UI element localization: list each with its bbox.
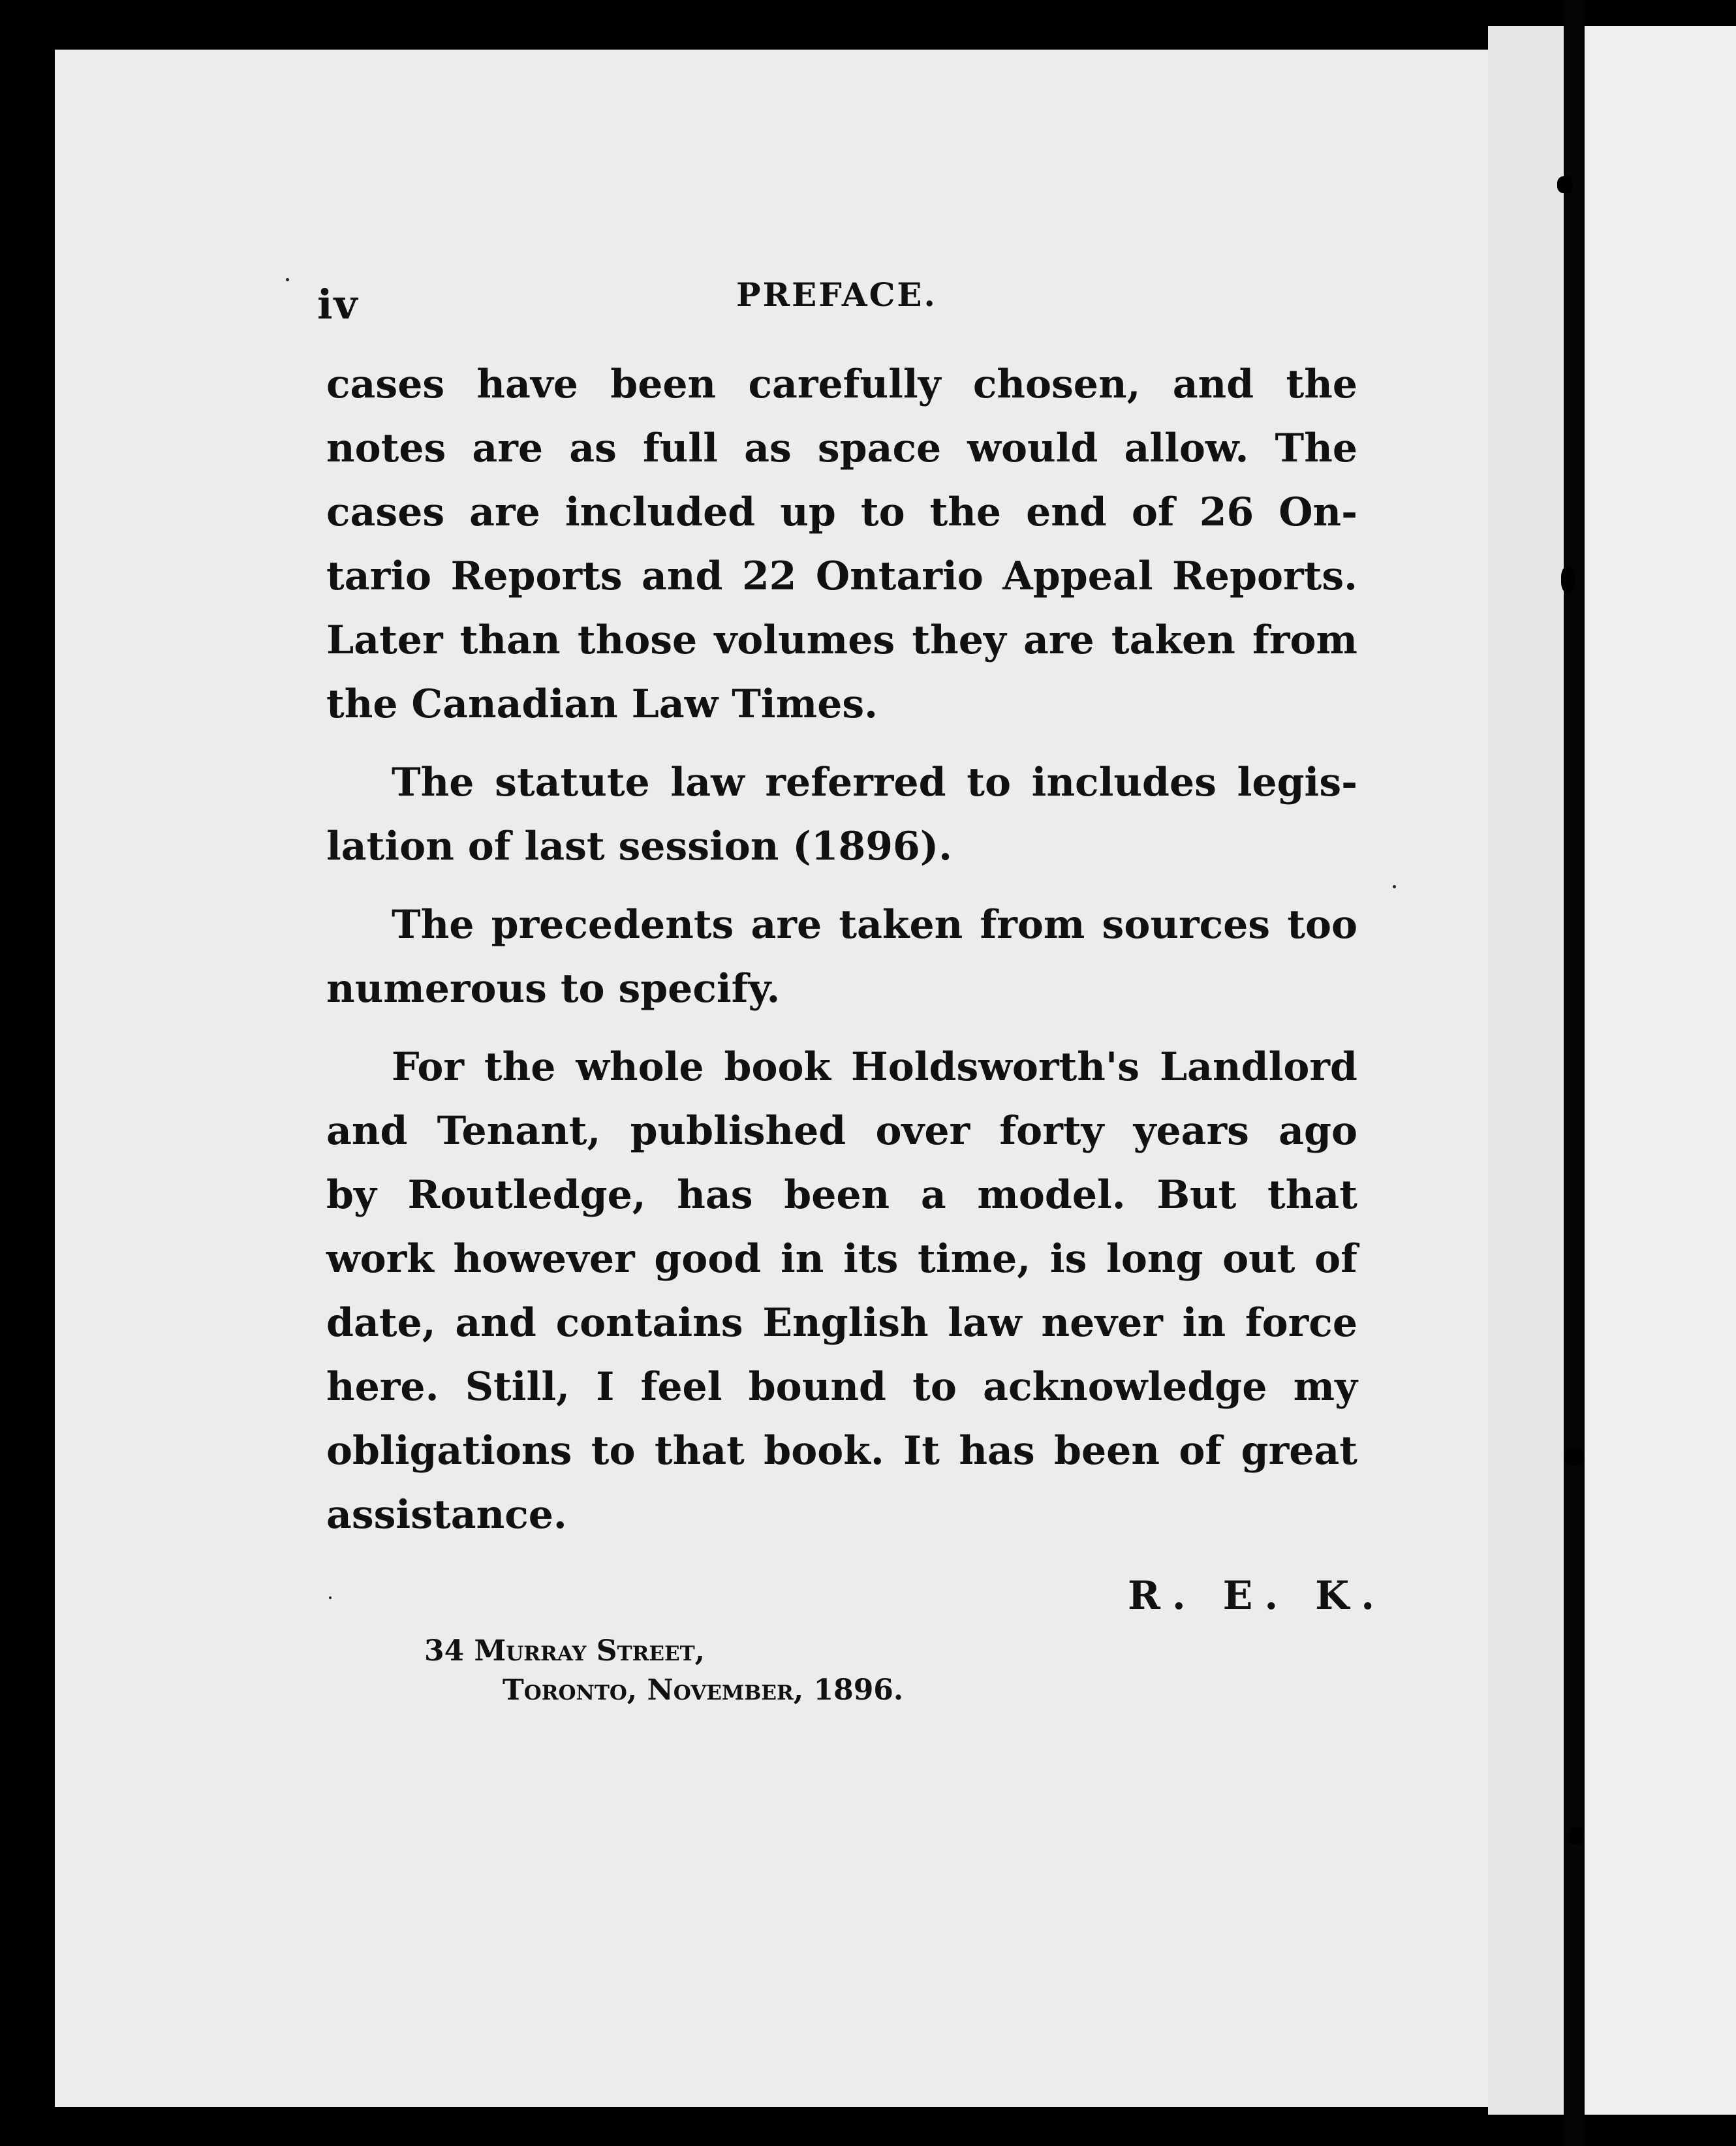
author-initials: R. E. K. <box>1128 1573 1387 1619</box>
text-line: the Canadian Law Times. <box>326 681 878 727</box>
paper-speck <box>1393 885 1396 888</box>
running-head-title: PREFACE. <box>736 275 937 314</box>
text-line: For the whole book Holdsworth's Landlord <box>392 1044 1357 1090</box>
text-line: notes are as full as space would allow. The <box>326 426 1357 471</box>
text-line: tario Reports and 22 Ontario Appeal Reports. <box>326 553 1357 599</box>
text-line: and Tenant, published over forty years ago <box>326 1108 1357 1154</box>
paragraph <box>326 352 1357 736</box>
text-line: lation of last session (1896). <box>326 824 952 869</box>
binding-gutter <box>1564 0 1585 2146</box>
paragraph <box>326 751 1357 879</box>
text-line: by Routledge, has been a model. But that <box>326 1172 1357 1218</box>
text-line: The statute law referred to includes legis- <box>392 760 1357 805</box>
paragraph <box>326 1035 1357 1547</box>
text-line: here. Still, I feel bound to acknowledge my <box>326 1364 1357 1410</box>
text-line: obligations to that book. It has been of great <box>326 1428 1357 1474</box>
date-line: Toronto, November, 1896. <box>503 1673 904 1707</box>
binding-mark <box>1569 1827 1583 1844</box>
binding-mark <box>1561 567 1575 593</box>
facing-page-edge <box>1585 26 1736 2115</box>
text-line: The precedents are taken from sources too <box>392 902 1357 948</box>
text-line: numerous to specify. <box>326 966 781 1012</box>
preface-body <box>326 352 1357 1547</box>
text-line: date, and contains English law never in force <box>326 1300 1357 1346</box>
binding-mark <box>1565 1449 1585 1466</box>
binding-mark <box>1466 16 1483 29</box>
text-line: assistance. <box>326 1492 567 1538</box>
text-line: work however good in its time, is long out of <box>326 1236 1357 1282</box>
page-gutter <box>1488 26 1564 2115</box>
text-line: cases have been carefully chosen, and the <box>326 362 1357 407</box>
text-line: Later than those volumes they are taken from <box>326 617 1357 663</box>
paragraph <box>326 893 1357 1021</box>
dateline <box>424 1632 903 1710</box>
text-line: cases are included up to the end of 26 On- <box>326 490 1357 535</box>
paper-speck <box>329 1596 332 1599</box>
paper-speck <box>286 278 289 281</box>
address-line: 34 Murray Street, <box>424 1634 705 1668</box>
page-number: iv <box>317 281 359 328</box>
binding-mark <box>1557 176 1573 193</box>
